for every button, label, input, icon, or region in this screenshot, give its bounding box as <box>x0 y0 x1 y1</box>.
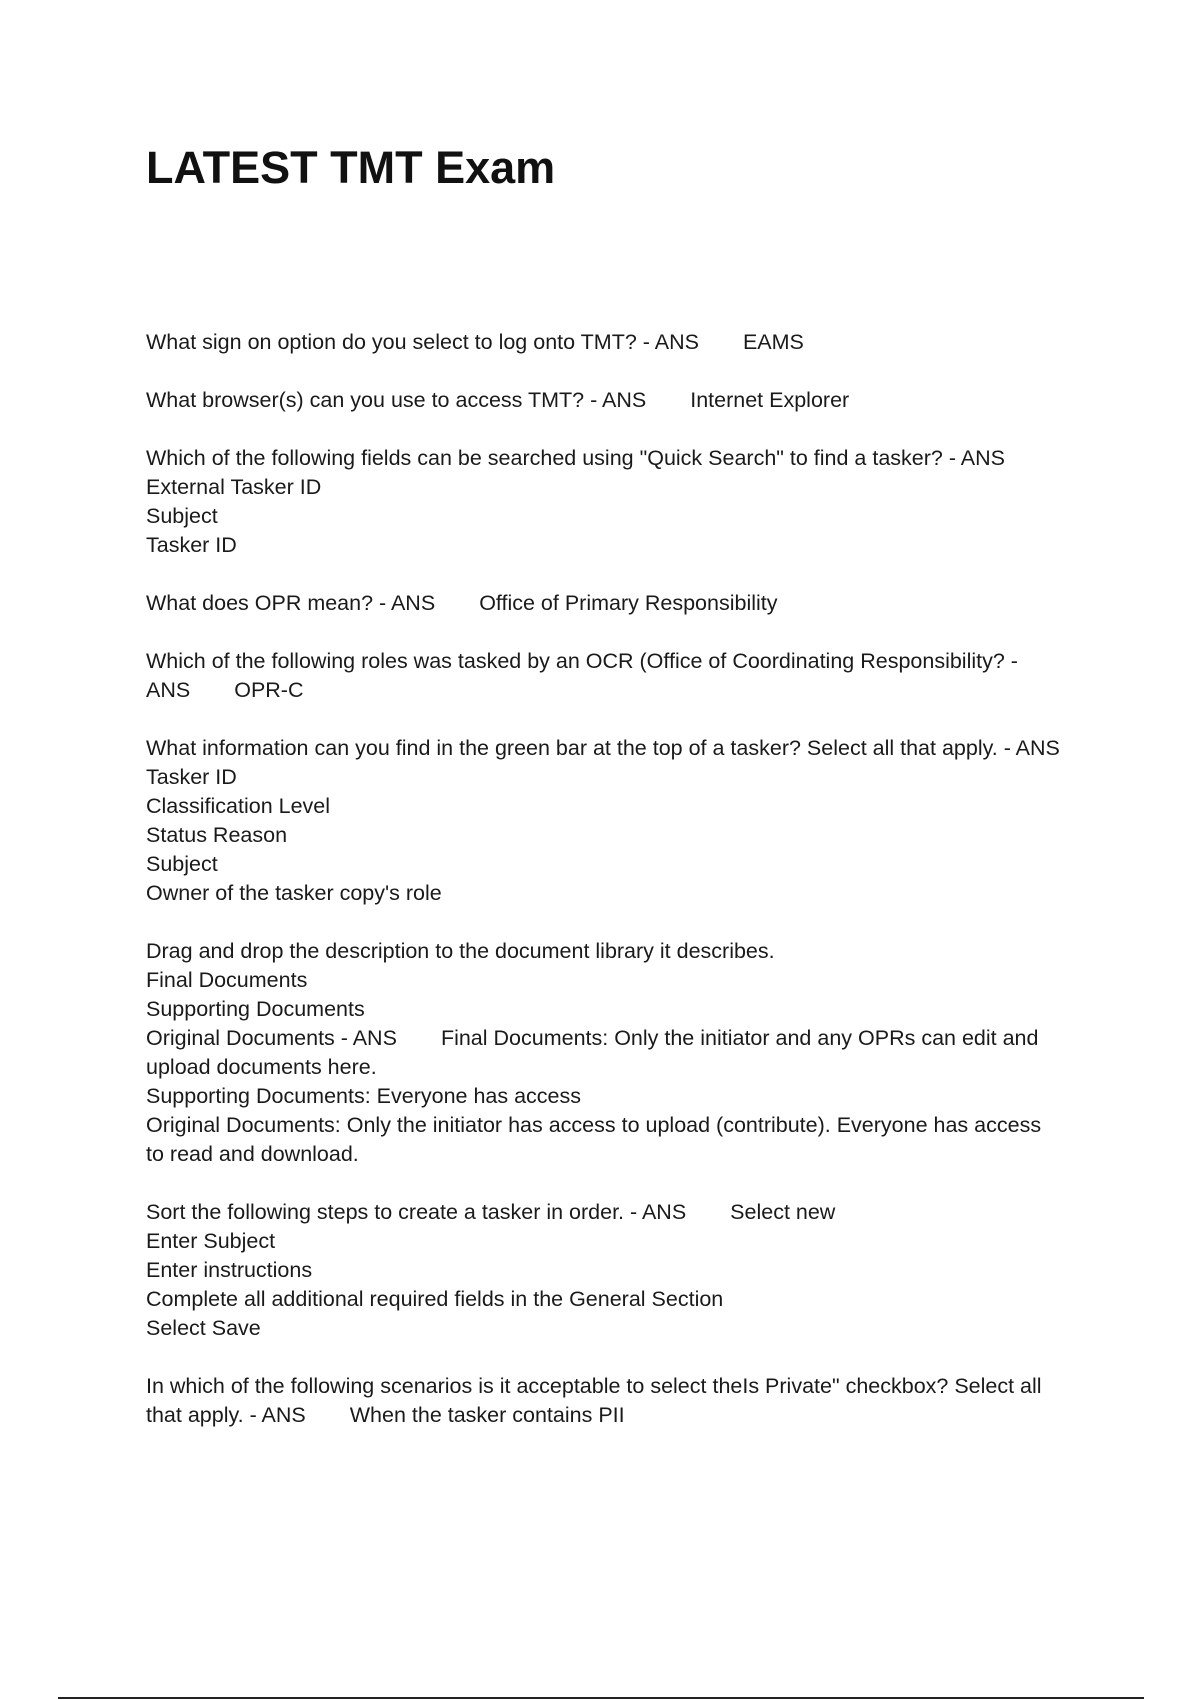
page-title: LATEST TMT Exam <box>146 142 556 193</box>
qa-list <box>146 328 1096 1459</box>
footer-divider <box>58 1697 1144 1699</box>
answer-line: External Tasker ID <box>146 475 322 499</box>
answer-text: EAMS <box>742 330 804 354</box>
qa-line <box>146 1401 1096 1430</box>
answer-line: Owner of the tasker copy's role <box>146 881 442 905</box>
qa-item-ocr <box>146 647 1096 705</box>
answer-line: Subject <box>146 504 218 528</box>
qa-item-sort-steps <box>146 1198 1096 1343</box>
question-text: Drag and drop the description to the document library it describes. <box>146 939 775 963</box>
question-text: What information can you find in the green bar at the top of a tasker? Select all that apply. - ANS <box>146 736 1060 760</box>
answer-line: Subject <box>146 852 218 876</box>
qa-line <box>146 328 1096 357</box>
answer-line: Complete all additional required fields in the General Section <box>146 1287 724 1311</box>
option-line: Final Documents <box>146 968 308 992</box>
qa-item-sign-on <box>146 328 1096 357</box>
answer-text: When the tasker contains PII <box>349 1403 625 1427</box>
answer-line: Enter Subject <box>146 1229 276 1253</box>
qa-item-private-checkbox <box>146 1372 1096 1430</box>
option-line: Supporting Documents <box>146 997 365 1021</box>
question-text: Which of the following roles was tasked by an OCR (Office of Coordinating Responsibility? - <box>146 649 1018 673</box>
answer-text: Internet Explorer <box>690 388 850 412</box>
qa-line <box>146 1024 1096 1053</box>
answer-line: Status Reason <box>146 823 288 847</box>
qa-item-green-bar <box>146 734 1096 908</box>
answer-line: Tasker ID <box>146 765 237 789</box>
answer-line: upload documents here. <box>146 1055 377 1079</box>
answer-line: Select Save <box>146 1316 261 1340</box>
question-text: Which of the following fields can be searched using "Quick Search" to find a tasker? - ANS <box>146 446 1005 470</box>
qa-item-quick-search <box>146 444 1096 560</box>
answer-line: Classification Level <box>146 794 331 818</box>
qa-item-document-library <box>146 937 1096 1169</box>
question-text: Sort the following steps to create a tasker in order. - ANS <box>146 1200 687 1224</box>
answer-line: Original Documents: Only the initiator has access to upload (contribute). Everyone has access <box>146 1113 1042 1137</box>
answer-text: OPR-C <box>234 678 304 702</box>
answer-line: to read and download. <box>146 1142 359 1166</box>
answer-line: Tasker ID <box>146 533 237 557</box>
question-text: What browser(s) can you use to access TMT? - ANS <box>146 388 647 412</box>
qa-item-browser <box>146 386 1096 415</box>
qa-line <box>146 386 1096 415</box>
question-text: What sign on option do you select to log onto TMT? - ANS <box>146 330 699 354</box>
question-text: In which of the following scenarios is it acceptable to select theIs Private" checkbox? Select all <box>146 1374 1042 1398</box>
answer-text: Final Documents: Only the initiator and any OPRs can edit and <box>440 1026 1039 1050</box>
option-text: Original Documents - ANS <box>146 1026 397 1050</box>
question-text: that apply. - ANS <box>146 1403 306 1427</box>
answer-text: Select new <box>730 1200 836 1224</box>
qa-line <box>146 676 1096 705</box>
qa-line <box>146 589 1096 618</box>
answer-line: Supporting Documents: Everyone has access <box>146 1084 582 1108</box>
qa-item-opr <box>146 589 1096 618</box>
question-text: ANS <box>146 678 191 702</box>
question-text: What does OPR mean? - ANS <box>146 591 436 615</box>
answer-line: Enter instructions <box>146 1258 313 1282</box>
answer-text: Office of Primary Responsibility <box>479 591 778 615</box>
qa-line <box>146 1198 1096 1227</box>
